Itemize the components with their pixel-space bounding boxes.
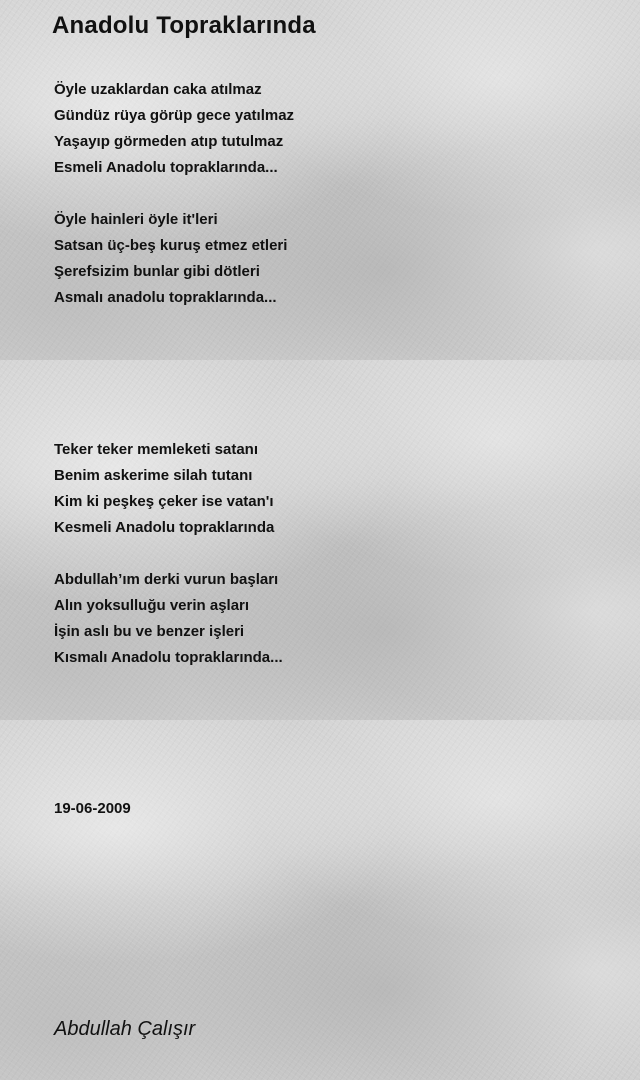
poem-line: Gündüz rüya görüp gece yatılmaz — [54, 107, 295, 124]
poem-line: Kesmeli Anadolu topraklarında — [54, 519, 275, 536]
stanza-1 — [54, 77, 294, 181]
poem-line: Satsan üç-beş kuruş etmez etleri — [54, 237, 288, 254]
poem-title: Anadolu Topraklarında — [52, 12, 316, 39]
poem-line: Alın yoksulluğu verin aşları — [54, 597, 250, 614]
poem-line: Öyle hainleri öyle it'leri — [54, 211, 218, 228]
poem-line: Şerefsizim bunlar gibi dötleri — [54, 263, 260, 280]
poem-line: Kim ki peşkeş çeker ise vatan'ı — [54, 493, 274, 510]
poem-line: Abdullah’ım derki vurun başları — [54, 571, 279, 588]
poem-panel-1 — [0, 0, 640, 360]
stanza-3 — [54, 437, 274, 541]
poem-panel-2 — [0, 360, 640, 720]
poem-line: Yaşayıp görmeden atıp tutulmaz — [54, 133, 284, 150]
poem-line: Esmeli Anadolu topraklarında... — [54, 159, 278, 176]
poem-line: Kısmalı Anadolu topraklarında... — [54, 649, 283, 666]
poem-panel-3 — [0, 720, 640, 1080]
poem-line: Asmalı anadolu topraklarında... — [54, 289, 277, 306]
poem-line: Teker teker memleketi satanı — [54, 441, 259, 458]
poem-line: Benim askerime silah tutanı — [54, 467, 253, 484]
poem-author: Abdullah Çalışır — [54, 1018, 196, 1040]
stanza-2 — [54, 207, 287, 311]
poem-line: Öyle uzaklardan caka atılmaz — [54, 81, 262, 98]
stanza-4 — [54, 567, 283, 671]
poem-date: 19-06-2009 — [54, 800, 131, 817]
poem-line: İşin aslı bu ve benzer işleri — [54, 623, 245, 640]
